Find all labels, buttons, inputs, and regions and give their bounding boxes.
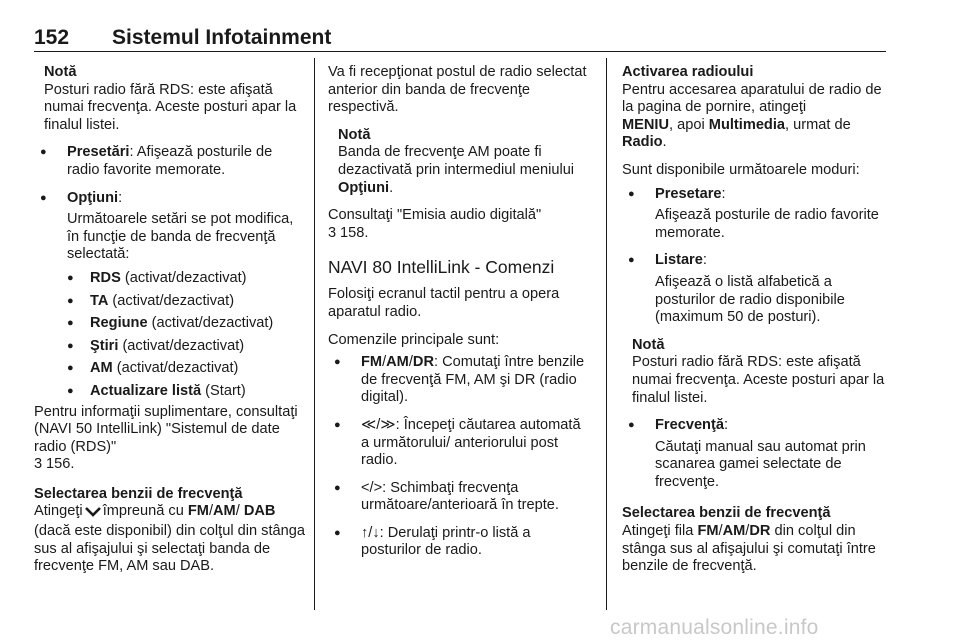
column-divider-2 [606,58,607,610]
column-3 [622,64,890,576]
option-item: ● Ştiri (activat/dezactivat) [34,338,306,356]
option-item: ● Actualizare listă (Start) [34,383,306,401]
option-item: ● AM (activat/dezactivat) [34,360,306,378]
preset-text: Afişează posturile de radio favorite memorate. [655,207,879,241]
activate-heading: Activarea radioului [622,64,754,80]
chevron-down-icon [85,505,101,523]
note-block: Notă Banda de frecvenţe AM poate fi dezactivată prin intermediul meniului Opţiuni. [338,127,588,197]
note-block [44,64,306,134]
list-text: Afişează o listă alfabetică a posturilor de radio disponibile (maximum 50 de posturi). [655,273,845,326]
seek-icon: ≪/≫ [361,416,396,433]
mode-item-frequency: ● Frecvenţă: [622,417,890,435]
modes-intro: Sunt disponibile următoarele moduri: [622,161,860,178]
mode-item-list: ● Listare: [622,252,890,270]
note-block [632,337,890,407]
band-text: Atingeţi fila FM/AM/DR din colţul din stânga sus al afişajului şi comutaţi între benzile de frecvenţă. [622,523,876,575]
option-item: ● Regiune (activat/dezactivat) [34,315,306,333]
watermark: carmanualsonline.info [610,616,819,639]
note-title: Notă [44,64,77,80]
list-item-presets: ● Presetări: Afişează posturile de radio favorite memorate. [34,144,306,179]
band-text: Atingeţi împreună cu FM/AM/ DAB (dacă este disponibil) din colţul din stânga sus al afişajului şi selectaţi banda de frecvenţe FM, AM sau DAB. [34,503,305,575]
note-text: Posturi radio fără RDS: este afişată numai frecvenţa. Aceste posturi apar la finalul listei. [632,354,885,406]
commands-intro: Comenzile principale sunt: [328,331,500,348]
touch-text: Folosiţi ecranul tactil pentru a opera aparatul radio. [328,286,560,320]
column-2 [328,64,588,570]
note-title: Notă [338,126,371,143]
command-item: ● FM/AM/DR: Comutaţi între benzile de frecvenţă FM, AM şi DR (radio digital). [328,354,588,407]
band-heading: Selectarea benzii de frecvenţă [34,485,243,502]
page-ref-icon: 3 [328,224,337,241]
intro-text: Va fi recepţionat postul de radio selectat anterior din banda de frecvenţe respectivă. [328,64,587,116]
activate-text: Pentru accesarea aparatului de radio de la pagina de pornire, atingeţi MENIU, apoi Multimedia, urmat de Radio. [622,81,882,151]
note-text: Posturi radio fără RDS: este afişată numai frecvenţa. Aceste posturi apar la finalul listei. [44,81,297,133]
option-item: ● TA (activat/dezactivat) [34,293,306,311]
command-item: ● ≪/≫: Începeţi căutarea automată a următorului/ anteriorului post radio. [328,417,588,470]
column-divider-1 [314,58,315,610]
band-heading: Selectarea benzii de frecvenţă [622,505,831,522]
frequency-text: Căutaţi manual sau automat prin scanarea gamei selectate de frecvenţe. [655,438,866,490]
consult-text: Consultaţi "Emisia audio digitală" 3 158. [328,207,542,241]
header-rule [34,51,886,52]
page-number: 152 [34,26,70,49]
chapter-title: Sistemul Infotainment [112,26,332,49]
column-1 [34,64,306,576]
page-ref-icon: 3 [34,456,43,473]
command-item: ● </>: Schimbaţi frecvenţa următoare/anterioară în trepte. [328,480,588,515]
scroll-icon: ↑/↓ [361,524,380,541]
list-item-options: ● Opţiuni: [34,190,306,208]
option-item: ● RDS (activat/dezactivat) [34,270,306,288]
step-icon: </> [361,479,383,496]
note-title: Notă [632,336,665,353]
more-info: Pentru informaţii suplimentare, consultaţi (NAVI 50 IntelliLink) "Sistemul de date radio (RDS)" 3 156. [34,403,298,473]
options-text: Următoarele setări se pot modifica, în funcţie de banda de frecvenţă selectată: [67,211,294,263]
section-heading: NAVI 80 IntelliLink - Comenzi [328,257,555,278]
mode-item-preset: ● Presetare: [622,186,890,204]
page-header [34,26,886,48]
command-item: ● ↑/↓: Derulaţi printr-o listă a posturilor de radio. [328,525,588,560]
